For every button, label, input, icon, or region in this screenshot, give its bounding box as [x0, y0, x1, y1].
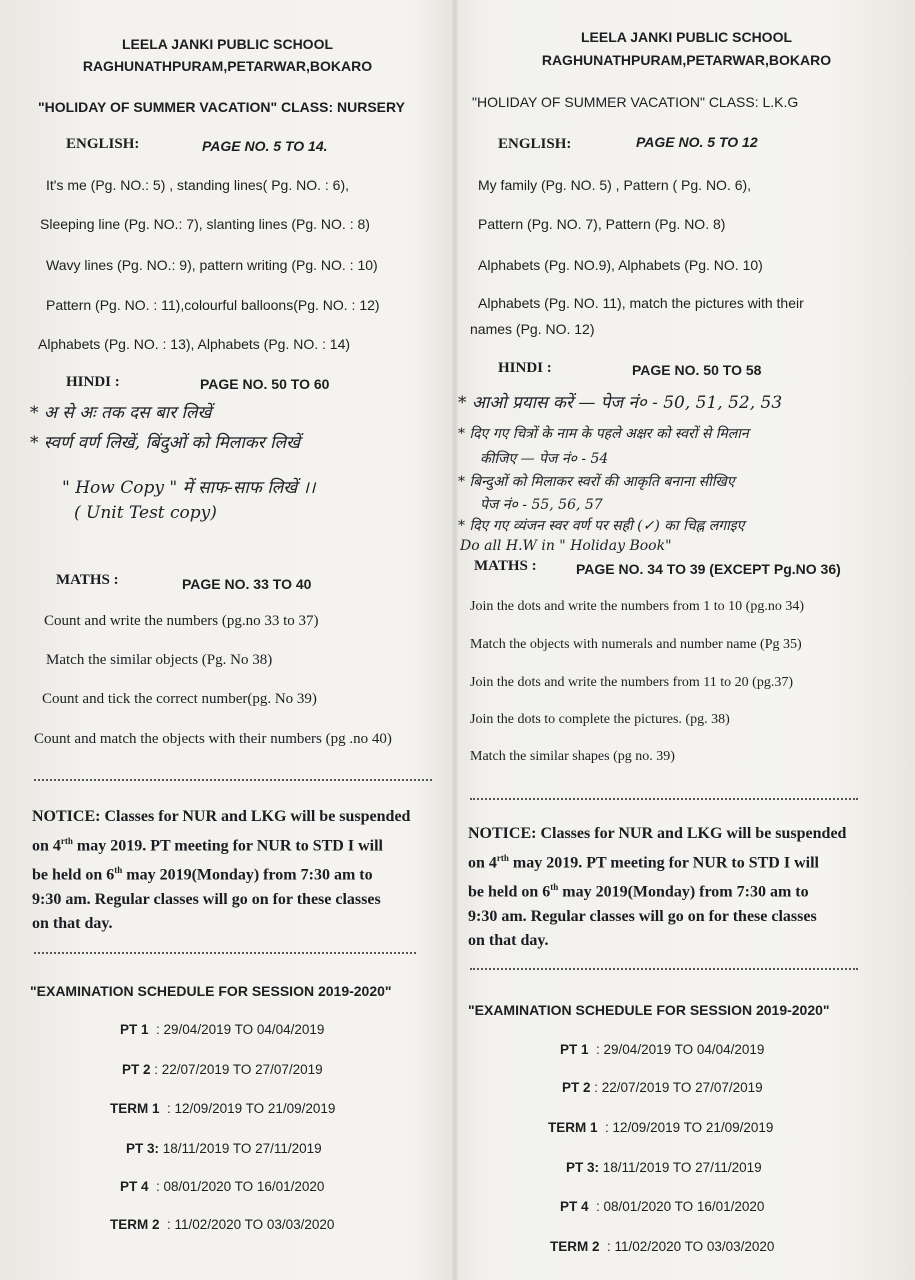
- schedule-dates: : 22/07/2019 TO 27/07/2019: [154, 1062, 323, 1077]
- notice-block: [468, 822, 908, 953]
- notice-line: 9:30 am. Regular classes will go on for these classes: [468, 907, 817, 925]
- notice-label: NOTICE:: [32, 808, 101, 825]
- dotted-divider: [34, 952, 416, 954]
- schedule-dates: : 08/01/2020 TO 16/01/2020: [596, 1199, 765, 1214]
- schedule-dates: : 29/04/2019 TO 04/04/2019: [156, 1022, 325, 1037]
- maths-line: Join the dots and write the numbers from 1 to 10 (pg.no 34): [470, 599, 805, 614]
- hindi-handwritten: * अ से अः तक दस बार लिखें: [30, 403, 212, 423]
- notice-text: may 2019. PT meeting for NUR to STD I will: [72, 837, 383, 855]
- notice-text: may 2019. PT meeting for NUR to STD I will: [508, 854, 819, 872]
- hindi-pages: PAGE NO. 50 TO 60: [200, 376, 330, 392]
- school-name: LEELA JANKI PUBLIC SCHOOL: [121, 36, 334, 52]
- schedule-label: PT 4: [560, 1199, 589, 1214]
- english-line: Alphabets (Pg. NO. : 13), Alphabets (Pg. NO. : 14): [38, 336, 351, 352]
- maths-label: MATHS :: [56, 572, 119, 588]
- maths-line: Count and write the numbers (pg.no 33 to 37): [44, 613, 319, 629]
- english-pages: PAGE NO. 5 TO 12: [636, 134, 758, 150]
- hindi-handwritten: * दिए गए व्यंजन स्वर वर्ण पर सही (✓) का चिह्न लगाइए: [458, 518, 745, 534]
- maths-pages: PAGE NO. 34 TO 39 (EXCEPT Pg.NO 36): [576, 561, 841, 577]
- hindi-handwritten: * स्वर्ण वर्ण लिखें, बिंदुओं को मिलाकर लिखें: [30, 433, 300, 453]
- schedule-row: [548, 1120, 773, 1135]
- schedule-dates: : 22/07/2019 TO 27/07/2019: [594, 1080, 763, 1095]
- maths-line: Count and tick the correct number(pg. No 39): [42, 691, 317, 707]
- hindi-pages: PAGE NO. 50 TO 58: [632, 362, 762, 378]
- lkg-column: [458, 0, 915, 1280]
- english-line: Pattern (Pg. NO. 7), Pattern (Pg. NO. 8): [478, 216, 726, 232]
- maths-line: Count and match the objects with their numbers (pg .no 40): [34, 731, 392, 747]
- notice-sup: rth: [60, 836, 73, 846]
- notice-sup: rth: [496, 853, 509, 863]
- hindi-handwritten: * बिन्दुओं को मिलाकर स्वरों की आकृति बनाना सीखिए: [458, 474, 735, 490]
- maths-label: MATHS :: [474, 558, 537, 574]
- notice-line: on that day.: [32, 914, 113, 932]
- schedule-label: TERM 1: [548, 1120, 598, 1135]
- notice-line: Classes for NUR and LKG will be suspended: [540, 825, 847, 842]
- english-line: It's me (Pg. NO.: 5) , standing lines( Pg. NO. : 6),: [46, 177, 349, 193]
- schedule-label: PT 1: [120, 1022, 149, 1037]
- english-line: names (Pg. NO. 12): [470, 321, 595, 337]
- notice-line: on that day.: [468, 931, 549, 949]
- notice-text: may 2019(Monday) from 7:30 am to: [122, 866, 373, 884]
- notice-sup: th: [114, 865, 123, 876]
- schedule-dates: : 12/09/2019 TO 21/09/2019: [605, 1120, 774, 1135]
- schedule-dates: 18/11/2019 TO 27/11/2019: [602, 1160, 762, 1175]
- class-title: "HOLIDAY OF SUMMER VACATION" CLASS: L.K.G: [472, 94, 799, 110]
- hindi-handwritten: * दिए गए चित्रों के नाम के पहले अक्षर को स्वरों से मिलान: [458, 426, 749, 442]
- schedule-row: [560, 1199, 764, 1214]
- schedule-row: [550, 1239, 774, 1254]
- hindi-handwritten: पेज नं० - 55, 56, 57: [480, 497, 603, 513]
- schedule-row: [126, 1141, 322, 1156]
- english-line: Pattern (Pg. NO. : 11),colourful balloons(Pg. NO. : 12): [46, 297, 380, 313]
- schedule-label: TERM 2: [550, 1239, 600, 1254]
- notice-text: on 4: [32, 837, 61, 855]
- english-label: ENGLISH:: [498, 136, 572, 152]
- maths-line: Match the objects with numerals and number name (Pg 35): [470, 637, 802, 652]
- english-line: Alphabets (Pg. NO.9), Alphabets (Pg. NO. 10): [478, 257, 763, 273]
- english-pages: PAGE NO. 5 TO 14.: [202, 138, 328, 154]
- hindi-label: HINDI :: [66, 374, 120, 390]
- schedule-row: [110, 1217, 334, 1232]
- schedule-dates: : 12/09/2019 TO 21/09/2019: [167, 1101, 336, 1116]
- notice-line: 9:30 am. Regular classes will go on for these classes: [32, 890, 381, 908]
- hindi-handwritten: * आओ प्रयास करें — पेज नं० - 50, 51, 52, 53: [458, 393, 783, 413]
- maths-line: Match the similar objects (Pg. No 38): [46, 652, 273, 668]
- notice-block: [32, 805, 452, 936]
- notice-line: Classes for NUR and LKG will be suspended: [104, 808, 411, 825]
- hindi-handwritten: कीजिए — पेज नं० - 54: [480, 451, 609, 467]
- exam-schedule-title: "EXAMINATION SCHEDULE FOR SESSION 2019-2020": [30, 983, 392, 999]
- english-label: ENGLISH:: [66, 136, 140, 152]
- maths-line: Join the dots and write the numbers from 11 to 20 (pg.37): [470, 675, 793, 690]
- schedule-row: [562, 1080, 763, 1095]
- maths-line: Join the dots to complete the pictures. (pg. 38): [470, 712, 730, 727]
- schedule-label: PT 3:: [566, 1160, 600, 1175]
- schedule-row: [560, 1042, 764, 1057]
- maths-pages: PAGE NO. 33 TO 40: [182, 576, 312, 592]
- dotted-divider: [34, 779, 432, 781]
- dotted-divider: [470, 798, 858, 800]
- schedule-row: [122, 1062, 323, 1077]
- english-line: Alphabets (Pg. NO. 11), match the pictures with their: [478, 295, 804, 311]
- notice-text: on 4: [468, 854, 497, 872]
- class-title: "HOLIDAY OF SUMMER VACATION" CLASS: NURSERY: [38, 99, 405, 115]
- exam-schedule-title: "EXAMINATION SCHEDULE FOR SESSION 2019-2020": [468, 1002, 830, 1018]
- hindi-handwritten: Do all H.W in " Holiday Book": [460, 538, 672, 554]
- schedule-dates: : 11/02/2020 TO 03/03/2020: [607, 1239, 775, 1254]
- english-line: My family (Pg. NO. 5) , Pattern ( Pg. NO. 6),: [478, 177, 752, 193]
- schedule-row: [120, 1022, 324, 1037]
- notice-text: may 2019(Monday) from 7:30 am to: [558, 883, 809, 901]
- nursery-column: [0, 0, 455, 1280]
- schedule-label: PT 2: [562, 1080, 591, 1095]
- notice-label: NOTICE:: [468, 825, 537, 842]
- hindi-handwritten: " How Copy " में साफ-साफ लिखें ।।: [62, 478, 316, 498]
- schedule-label: PT 3:: [126, 1141, 160, 1156]
- hindi-label: HINDI :: [498, 360, 552, 376]
- school-address: RAGHUNATHPURAM,PETARWAR,BOKARO: [82, 58, 373, 74]
- schedule-dates: : 08/01/2020 TO 16/01/2020: [156, 1179, 325, 1194]
- schedule-label: PT 1: [560, 1042, 589, 1057]
- english-line: Wavy lines (Pg. NO.: 9), pattern writing (Pg. NO. : 10): [46, 257, 378, 273]
- schedule-row: [566, 1160, 762, 1175]
- dotted-divider: [470, 968, 858, 970]
- english-line: Sleeping line (Pg. NO.: 7), slanting lines (Pg. NO. : 8): [40, 216, 370, 232]
- schedule-dates: 18/11/2019 TO 27/11/2019: [162, 1141, 322, 1156]
- notice-sup: th: [550, 882, 559, 893]
- maths-line: Match the similar shapes (pg no. 39): [470, 749, 675, 764]
- schedule-label: TERM 2: [110, 1217, 160, 1232]
- notice-text: be held on 6: [32, 866, 115, 884]
- school-name: LEELA JANKI PUBLIC SCHOOL: [580, 29, 793, 45]
- schedule-label: PT 4: [120, 1179, 149, 1194]
- schedule-row: [110, 1101, 335, 1116]
- hindi-handwritten: ( Unit Test copy): [74, 503, 217, 523]
- schedule-dates: : 11/02/2020 TO 03/03/2020: [167, 1217, 335, 1232]
- notice-text: be held on 6: [468, 883, 551, 901]
- schedule-dates: : 29/04/2019 TO 04/04/2019: [596, 1042, 765, 1057]
- schedule-label: TERM 1: [110, 1101, 160, 1116]
- school-address: RAGHUNATHPURAM,PETARWAR,BOKARO: [541, 52, 832, 68]
- schedule-row: [120, 1179, 324, 1194]
- schedule-label: PT 2: [122, 1062, 151, 1077]
